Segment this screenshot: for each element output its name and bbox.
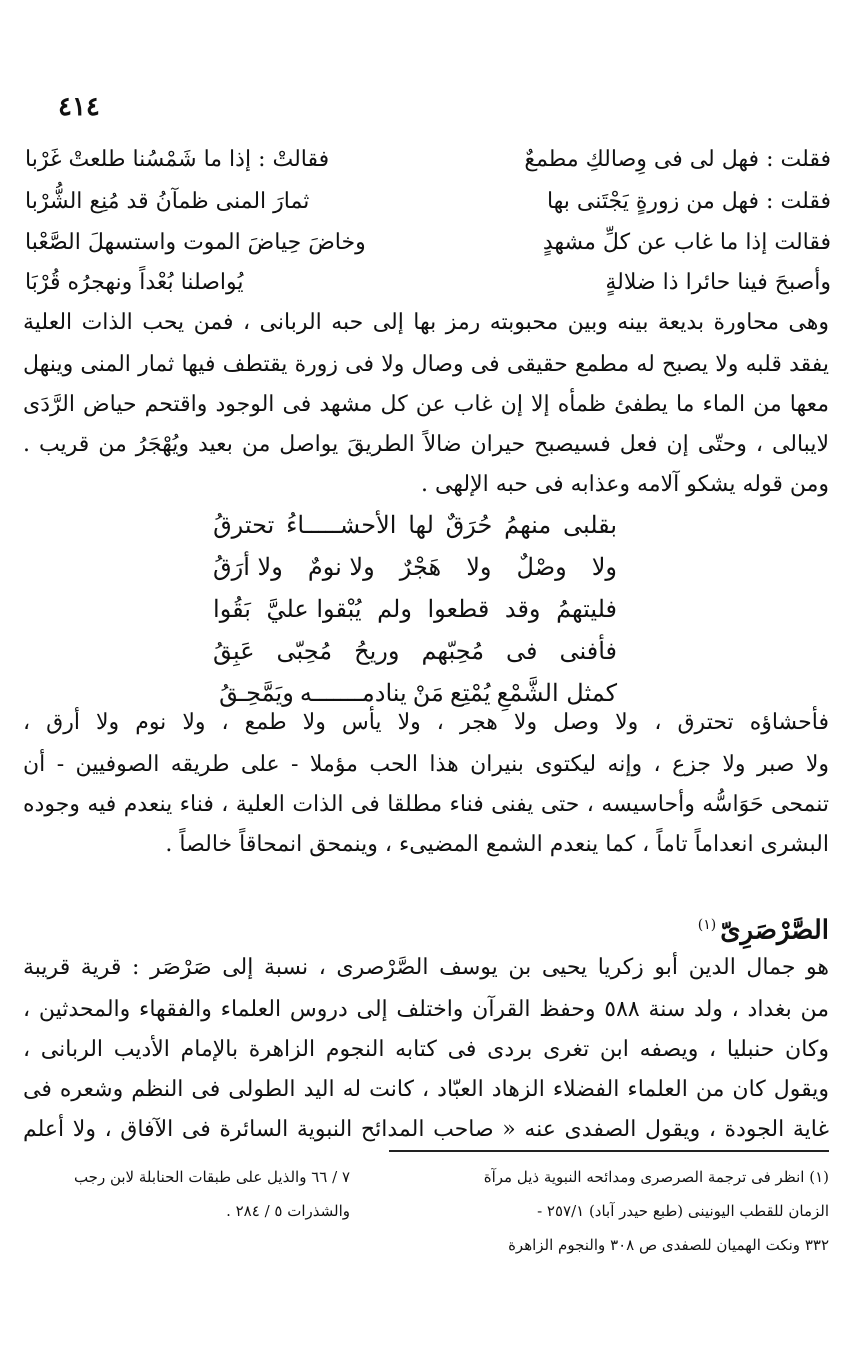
couplet-hemistich: وأصبحَ فينا حائرا ذا ضلالةٍ: [605, 270, 831, 295]
poem-word: يُبْقوا عليَّ: [266, 595, 362, 623]
couplet-hemistich: فقلت : فهل لى فى وِصالكِ مطمعٌ: [524, 147, 831, 172]
paragraph-line: هو جمال الدين أبو زكريا يحيى بن يوسف الصَّرْصرى ، نسبة إلى صَرْصَر : قرية قريبة: [23, 955, 829, 980]
footnote-left-column: [20, 1160, 350, 1228]
paragraph-line: لايبالى ، وحتّى إن فعل فسيصبح حيران ضالاً الطريقَ يواصل من بعيد ويُهْجَرُ من قريب .: [23, 432, 829, 457]
paragraph-line: فأحشاؤه تحترق ، ولا وصل ولا هجر ، ولا يأس ولا طمع ، ولا نوم ولا أرق ،: [23, 710, 829, 735]
footnote-line: ٧ / ٦٦ والذيل على طبقات الحنابلة لابن رجب: [73, 1168, 350, 1186]
couplet-2: [25, 182, 831, 222]
paragraph-line: البشرى انعداماً تاماً ، كما ينعدم الشمع المضيىء ، وينمحق انمحاقاً خالصاً .: [165, 832, 829, 857]
poem-word: ولا نومٌ: [307, 553, 375, 581]
couplet-1: [25, 140, 831, 180]
poem-word: ولا: [466, 553, 492, 581]
paragraph-line: ولا صبر ولا جزع ، وإنه ليكتوى بنيران هذا الحب مؤملا - على طريقه الصوفيين - أن: [23, 752, 829, 777]
paragraph-line: ويقول كان من العلماء الفضلاء الزهاد العبّاد ، كانت له اليد الطولى فى النظم وشعره فى: [23, 1077, 829, 1102]
paragraph-line: وهى محاورة بديعة بينه وبين محبوبته رمز بها إلى حبه الربانى ، فمن يحب الذات العلية: [23, 310, 829, 335]
footnote-right-column: [399, 1160, 829, 1262]
poem-word: هَجْرٌ: [399, 553, 442, 581]
footnote-line: الزمان للقطب اليونينى (طبع حيدر آباد) ٢٥٧/١ -: [537, 1202, 829, 1220]
poem-word: وريحُ: [354, 637, 400, 665]
poem-word: بقلبى: [562, 511, 617, 539]
page-number: ٤١٤: [58, 92, 100, 122]
couplet-hemistich: فقلت : فهل من زورةٍ يَجْتَنى بها: [546, 189, 831, 214]
poem-word: ولا أرَقُ: [213, 553, 283, 581]
paragraph-line: تنمحى حَوَاسُّه وأحاسيسه ، حتى يفنى فناء مطلقا فى الذات العلية ، فناء ينعدم فيه وجوده: [23, 792, 829, 817]
poem-word: ينادمـــــــه: [299, 679, 407, 707]
poem-verse: [213, 589, 617, 629]
footnote-reference: (١): [697, 917, 717, 933]
paragraph-line: من بغداد ، ولد سنة ٥٨٨ وحفظ القرآن واختلف إلى دروس العلماء والفقهاء والمحدثين ،: [23, 997, 829, 1022]
poem-word: فأفنى: [559, 637, 617, 665]
poem-word: ولا: [591, 553, 617, 581]
paragraph-line: وكان حنبليا ، ويصفه ابن تغرى بردى فى كتابه النجوم الزاهرة بالإمام الأديب الربانى ،: [23, 1037, 829, 1062]
paragraph-line: يفقد قلبه ولا يصبح له مطمع حقيقى فى وصال ولا فى زورة يقتطف فيها ثمار المنى وينهل: [23, 352, 829, 377]
poem-word: وصْلٌ: [516, 553, 567, 581]
section-title-text: الصَّرْصَرِىّ: [720, 915, 829, 946]
poem-word: الأحشـــــاءُ: [286, 511, 397, 539]
poem-word: مُحِبّى: [276, 637, 333, 665]
poem-verse: [213, 631, 617, 671]
poem-word: عَبِقُ: [213, 637, 255, 665]
couplet-hemistich: يُواصلنا بُعْداً ونهجرُه قُرْبَا: [25, 270, 244, 295]
couplet-hemistich: فقالت إذا ما غاب عن كلِّ مشهدٍ: [542, 230, 831, 255]
paragraph-line: غاية الجودة ، ويقول الصفدى عنه « صاحب المدائح النبوية السائرة فى الآفاق ، ولا أعلم: [23, 1117, 829, 1142]
footnote-line: (١) انظر فى ترجمة الصرصرى ومدائحه النبوية ذيل مرآة: [483, 1168, 829, 1186]
paragraph-line: معها من الماء ما يطفئ ظمأه إلا إن غاب عن كل مشهد فى الوجود واقتحم حياض الرَّدَى: [23, 392, 829, 417]
poem-verse: [213, 547, 617, 587]
poem-word: منهمُ: [504, 511, 552, 539]
footnote-line: والشذرات ٥ / ٢٨٤ .: [226, 1202, 350, 1220]
poem-word: ولم: [377, 595, 412, 623]
couplet-3: [25, 223, 831, 263]
poem-word: ويَمَّحِـقُ: [219, 679, 294, 707]
couplet-hemistich: ثمارَ المنى ظمآنُ قد مُنِع الشُّرْبا: [25, 189, 310, 214]
poem-word: وقد: [504, 595, 541, 623]
couplet-hemistich: فقالتْ : إذا ما شَمْسُنا طلعتْ غَرْبا: [25, 147, 330, 172]
poem-word: يُمْتِع: [449, 679, 491, 707]
poem-word: بَقُوا: [213, 595, 251, 623]
couplet-4: [25, 263, 831, 303]
poem-word: كمثل الشَّمْعِ: [496, 679, 617, 707]
poem-word: حُرَقٌ: [445, 511, 493, 539]
poem-word: تحترقُ: [213, 511, 275, 539]
poem-verse: [213, 505, 617, 545]
poem-word: فليتهمُ: [556, 595, 617, 623]
footnote-divider: [389, 1150, 829, 1152]
couplet-hemistich: وخاضَ حِياضَ الموت واستسهلَ الصَّعْبا: [25, 230, 366, 255]
poem-word: فى: [506, 637, 538, 665]
poem-word: قطعوا: [427, 595, 490, 623]
poem-word: لها: [408, 511, 434, 539]
footnote-line: ٣٣٢ ونكت الهميان للصفدى ص ٣٠٨ والنجوم الزاهرة: [508, 1236, 829, 1254]
poem-intro-line: ومن قوله يشكو آلامه وعذابه فى حبه الإلهى .: [420, 472, 829, 497]
poem-word: مُحِبّهم: [421, 637, 485, 665]
poem-word: مَنْ: [412, 679, 444, 707]
section-heading: [698, 905, 829, 951]
